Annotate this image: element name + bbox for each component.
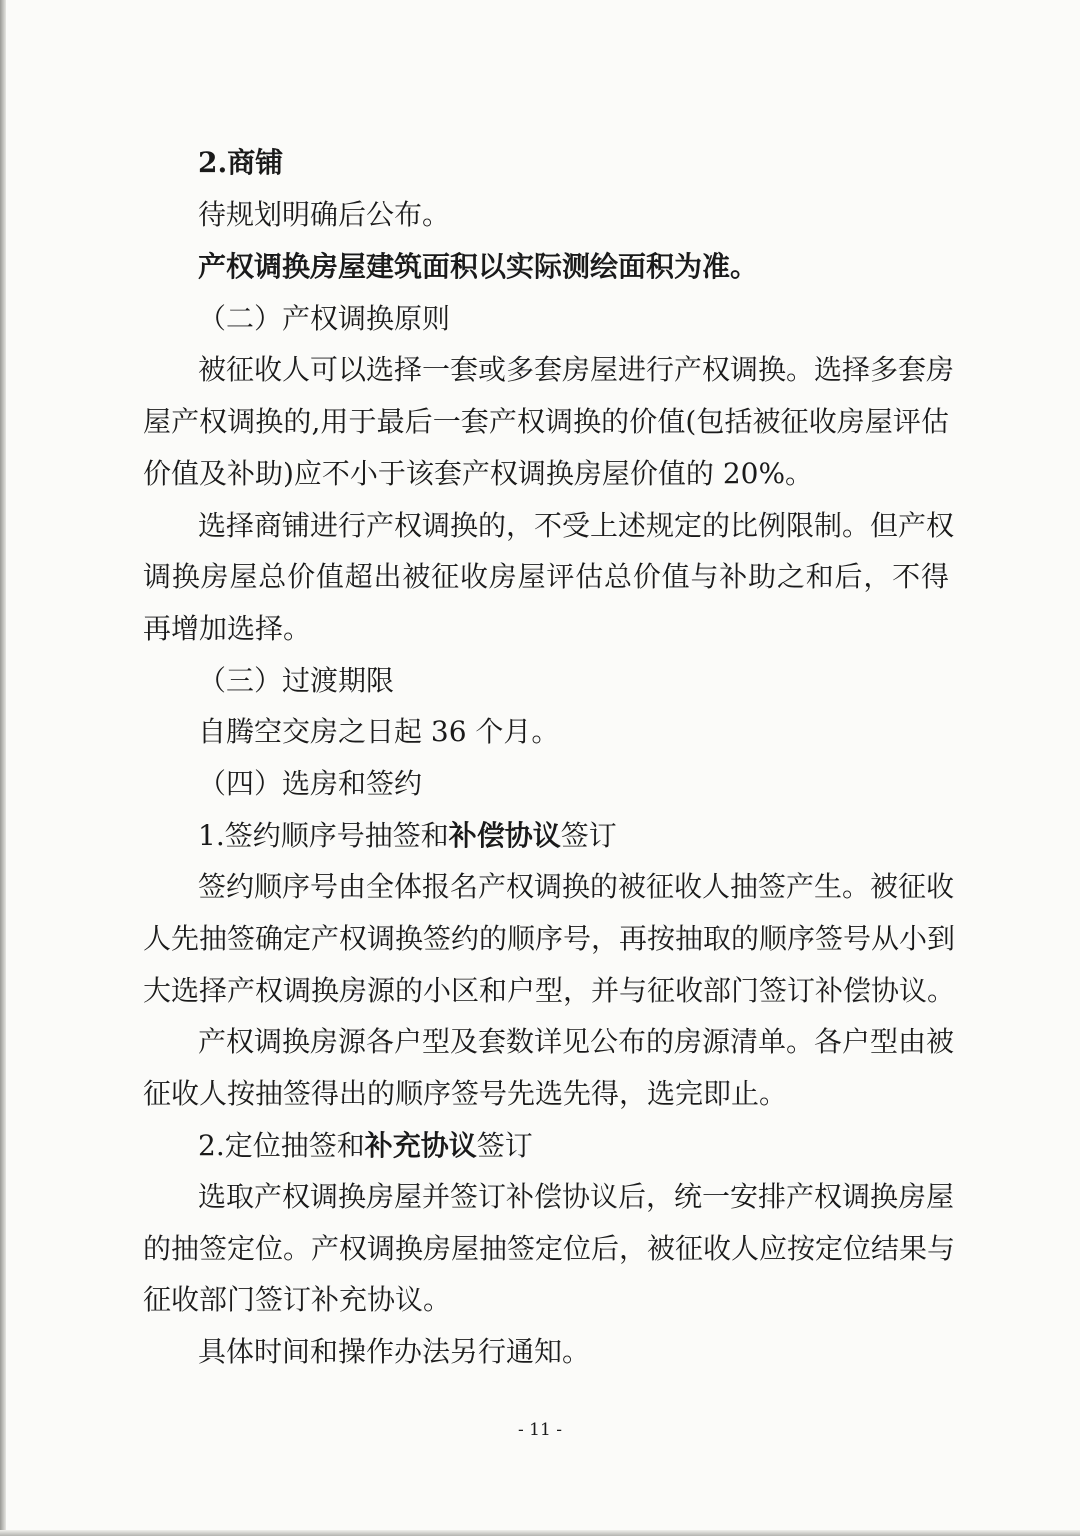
section-4-para1-line1: 签约顺序号由全体报名产权调换的被征收人抽签产生。被征收 (198, 870, 955, 903)
section-4-para2-line1: 产权调换房源各户型及套数详见公布的房源清单。各户型由被 (198, 1025, 955, 1058)
page-number: - 11 - (518, 1420, 562, 1440)
section-4-para2-line2: 征收人按抽签得出的顺序签号先选先得，选完即止。 (143, 1077, 788, 1110)
section-2-para1-line1: 被征收人可以选择一套或多套房屋进行产权调换。选择多套房 (198, 353, 955, 386)
section-4-sub2-bold: 补充协议 (364, 1129, 477, 1162)
scan-edge-left (0, 0, 6, 1536)
section-2-para1-line3: 价值及补助)应不小于该套产权调换房屋价值的 20%。 (143, 457, 814, 490)
section-4-para3-line3: 征收部门签订补充协议。 (143, 1283, 452, 1316)
section-4-sub2-post: 签订 (476, 1129, 533, 1162)
section-4-para3-line1: 选取产权调换房屋并签订补偿协议后，统一安排产权调换房屋 (198, 1180, 955, 1213)
section-4-sub2-pre: 2.定位抽签和 (198, 1129, 365, 1162)
section-3-text: 自腾空交房之日起 36 个月。 (198, 715, 560, 748)
section-4-title: （四）选房和签约 (198, 767, 423, 800)
section-3-title: （三）过渡期限 (198, 664, 395, 697)
heading-shops: 2.商铺 (198, 146, 284, 179)
section-4-para4: 具体时间和操作办法另行通知。 (198, 1335, 591, 1368)
section-2-para2-line3: 再增加选择。 (143, 612, 312, 645)
scan-edge-bottom (0, 1530, 1080, 1536)
section-4-para1-line2: 人先抽签确定产权调换签约的顺序号，再按抽取的顺序签号从小到 (143, 922, 956, 955)
section-2-para1-line2: 屋产权调换的,用于最后一套产权调换的价值(包括被征收房屋评估 (143, 405, 949, 438)
section-4-para3-line2: 的抽签定位。产权调换房屋抽签定位后，被征收人应按定位结果与 (143, 1232, 956, 1265)
section-4-sub1 (198, 816, 617, 856)
section-4-sub2 (198, 1126, 533, 1166)
section-4-sub1-pre: 1.签约顺序号抽签和 (198, 819, 449, 852)
section-4-sub1-bold: 补偿协议 (448, 819, 561, 852)
section-2-title: （二）产权调换原则 (198, 302, 451, 335)
area-note: 产权调换房屋建筑面积以实际测绘面积为准。 (198, 250, 759, 283)
section-4-sub1-post: 签订 (560, 819, 617, 852)
section-2-para2-line1: 选择商铺进行产权调换的，不受上述规定的比例限制。但产权 (198, 509, 955, 542)
shops-note: 待规划明确后公布。 (198, 198, 451, 231)
section-4-para1-line3: 大选择产权调换房源的小区和户型，并与征收部门签订补偿协议。 (143, 974, 956, 1007)
section-2-para2-line2: 调换房屋总价值超出被征收房屋评估总价值与补助之和后，不得 (143, 560, 949, 593)
